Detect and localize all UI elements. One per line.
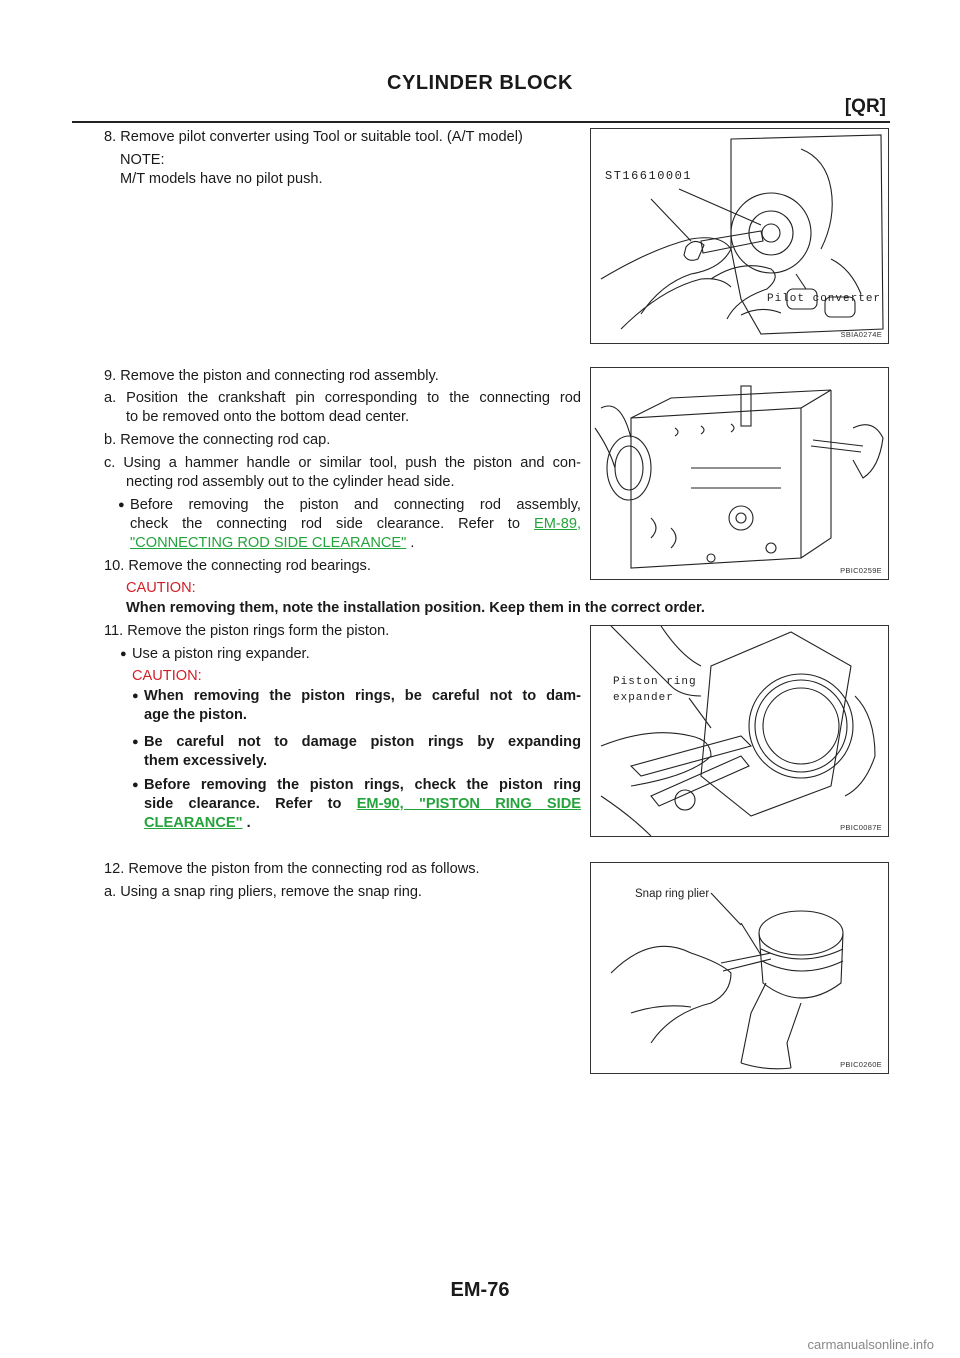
bullet-icon: ● [120,648,127,660]
section-tag: [QR] [844,96,886,117]
step-9c-line-2: necting rod assembly out to the cylinder head side. [126,474,455,490]
step-11-caution-2 [132,733,581,771]
figure-id: PBIC0087E [840,823,882,832]
step-11-caution-3 [132,776,581,833]
figure-connecting-rod-drawing [591,368,888,579]
figure-pilot-converter [590,128,889,344]
step-8: 8. Remove pilot converter using Tool or suitable tool. (A/T model) [104,129,523,145]
link-em-89[interactable]: EM-89, [533,516,582,532]
caution-1-line-1: When removing the piston rings, be careful not to dam- [144,688,581,704]
step-12a: a. Using a snap ring pliers, remove the snap ring. [104,884,422,900]
figure-label-expander: expander [613,692,674,704]
step-8-note-text: M/T models have no pilot push. [120,171,323,187]
page-title: CYLINDER BLOCK [387,72,573,94]
figure-label-piston-ring: Piston ring [613,676,697,688]
figure-id: PBIC0260E [840,1060,882,1069]
figure-label-pilot-converter: Pilot converter [767,293,882,305]
step-11: 11. Remove the piston rings form the piston. [104,623,390,639]
link-em-90[interactable]: EM-90, "PISTON RING SIDE [356,796,581,812]
figure-snap-ring-plier [590,862,889,1074]
step-11-bullet-text: Use a piston ring expander. [132,646,310,662]
header-rule [72,121,890,123]
caution-2-line-2: them excessively. [144,753,268,769]
figure-piston-ring-expander [590,625,889,837]
step-8-note-label: NOTE: [120,152,165,168]
figure-piston-ring-drawing [591,626,888,836]
figure-label-tool: ST16610001 [605,169,693,183]
step-12: 12. Remove the piston from the connecting rod as follows. [104,861,480,877]
figure-label-snap-ring-plier: Snap ring plier [635,888,710,900]
step-9c-bullet-line-2: check the connecting rod side clearance. Refer to [130,516,520,532]
step-9c-tail: . [406,535,415,551]
figure-id: SBIA0274E [840,330,882,339]
step-9c-bullet-line-1: Before removing the piston and connecting rod assembly, [130,497,581,513]
step-11-tail: . [242,815,251,831]
caution-2-line-1: Be careful not to damage piston rings by expanding [144,734,581,750]
step-10: 10. Remove the connecting rod bearings. [104,558,371,574]
figure-snap-ring-drawing [591,863,888,1073]
caution-3-line-1: Before removing the piston rings, check the piston ring [144,777,581,793]
watermark: carmanualsonline.info [807,1337,934,1352]
figure-pilot-converter-drawing [591,129,888,343]
figure-connecting-rod-removal [590,367,889,580]
bullet-icon: ● [132,779,139,791]
step-10-caution-text: When removing them, note the installation position. Keep them in the correct order. [126,600,705,616]
caution-1-line-2: age the piston. [144,707,247,723]
step-11-caution-1 [132,687,581,725]
step-9a-line-1: a. Position the crankshaft pin corresponding to the connecting rod [104,390,581,406]
link-piston-ring-side-clearance[interactable]: CLEARANCE" [144,815,243,831]
step-11-bullet [120,645,310,664]
figure-id: PBIC0259E [840,566,882,575]
bullet-icon: ● [132,736,139,748]
step-9a-line-2: to be removed onto the bottom dead center. [126,409,410,425]
step-11-caution-label: CAUTION: [132,668,202,684]
caution-3-line-2: side clearance. Refer to [144,796,342,812]
bullet-icon: ● [118,499,125,511]
step-9: 9. Remove the piston and connecting rod assembly. [104,368,439,384]
page-number: EM-76 [450,1279,510,1301]
step-9c-bullet [118,496,581,553]
step-10-caution-label: CAUTION: [126,580,196,596]
step-9c-line-1: c. Using a hammer handle or similar tool, push the piston and con- [104,455,581,471]
step-9b: b. Remove the connecting rod cap. [104,432,331,448]
link-connecting-rod-side-clearance[interactable]: "CONNECTING ROD SIDE CLEARANCE" [130,535,407,551]
bullet-icon: ● [132,690,139,702]
